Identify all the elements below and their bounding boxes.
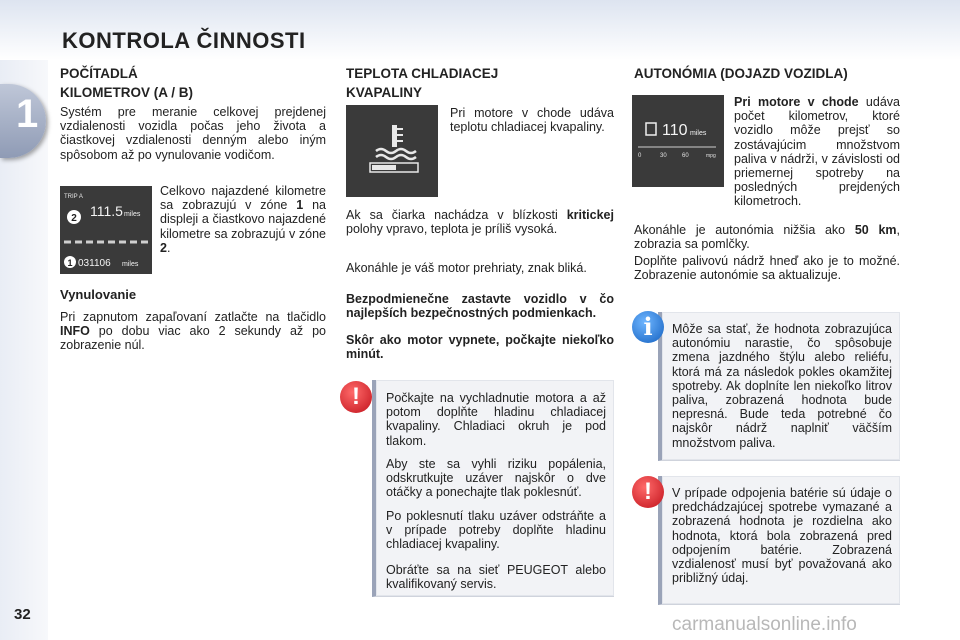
warning-icon: ! bbox=[340, 381, 372, 413]
odometer-display-graphic bbox=[60, 186, 152, 274]
range-tick-0: 0 bbox=[638, 153, 642, 159]
info-icon: i bbox=[632, 311, 664, 343]
odometer-heading-line2: KILOMETROV (A / B) bbox=[60, 85, 193, 100]
odometer-heading-line1: POČÍTADLÁ bbox=[60, 66, 138, 81]
range-intro-bold: Pri motore v chode bbox=[734, 95, 859, 109]
odometer-heading bbox=[60, 64, 193, 102]
odometer-intro: Systém pre meranie celkovej prejdenej vzdialenosti vozidla počas jeho života a čiastkovej vzdialenosti denným alebo iným spôsobom až po vynulovanie vodičom. bbox=[60, 105, 326, 162]
range-p1-bold: 50 km bbox=[854, 223, 897, 237]
zone-2-badge: 2 bbox=[71, 213, 77, 224]
odometer-desc-b: na displeji a čiastkovo najazdené kilometre sa zobrazujú v zóne bbox=[160, 198, 326, 241]
coolant-p1-b: polohy vpravo, teplota je príliš vysoká. bbox=[346, 222, 558, 237]
range-intro-rest: udáva počet kilometrov, ktoré vozidlo môže prejsť so zostávajúcim množstvom paliva v nádrži, v závislosti od priemernej spotreby na posledných prejdených kilometroch. bbox=[734, 95, 900, 209]
watermark: carmanualsonline.info bbox=[672, 614, 857, 635]
range-p2: Doplňte palivovú nádrž hneď ako je to možné. Zobrazenie autonómie sa aktualizuje. bbox=[634, 254, 900, 283]
coolant-p4: Skôr ako motor vypnete, počkajte niekoľko minút. bbox=[346, 333, 614, 362]
info-button-label: INFO bbox=[60, 324, 90, 339]
range-p1-a: Akonáhle je autonómia nižšia ako bbox=[634, 223, 846, 237]
range-info-text: Môže sa stať, že hodnota zobrazujúca autonómiu narastie, čo spôsobuje zmena jazdného štýlu alebo reliéfu, ktorá má za následok pokles okamžitej spotreby. Ak doplníte len niekoľko litrov paliva, zobrazená hodnota bude nepresná. Bude teda potrebné čo najskôr nádrž naplniť väčším množstvom paliva. bbox=[672, 322, 892, 450]
range-display-image bbox=[632, 95, 724, 187]
range-p1-b: , zobrazia sa pomlčky. bbox=[634, 223, 900, 252]
coolant-warning-p2: Aby ste sa vyhli riziku popálenia, odskrutkujte uzáver najskôr o dve otáčky a ponechajte tlak poklesnúť. bbox=[386, 457, 606, 500]
range-p1 bbox=[634, 223, 900, 251]
zone-2-ref: 2 bbox=[160, 240, 167, 255]
range-display-graphic bbox=[632, 95, 724, 187]
range-unit: miles bbox=[690, 130, 707, 137]
total-unit: miles bbox=[122, 261, 139, 268]
coolant-p2: Akonáhle je váš motor prehriaty, znak bliká. bbox=[346, 261, 587, 275]
warning-icon: ! bbox=[632, 476, 664, 508]
coolant-warning-p3: Po poklesnutí tlaku uzáver odstráňte a v prípade potreby doplňte hladinu chladiacej kvapaliny. bbox=[386, 509, 606, 552]
trip-unit: miles bbox=[124, 211, 141, 218]
coolant-warning-p1: Počkajte na vychladnutie motora a až potom doplňte hladinu chladiacej kvapaliny. Chladiaci okruh je pod tlakom. bbox=[386, 391, 606, 448]
chapter-number: 1 bbox=[16, 92, 39, 136]
coolant-heading-line1: TEPLOTA CHLADIACEJ bbox=[346, 66, 499, 81]
odometer-zones-text bbox=[160, 184, 326, 255]
reset-text-a: Pri zapnutom zapaľovaní zatlačte na tlačidlo bbox=[60, 310, 326, 324]
coolant-display-image bbox=[346, 105, 438, 197]
range-intro bbox=[734, 95, 900, 209]
coolant-temperature-icon bbox=[346, 105, 438, 197]
coolant-heading bbox=[346, 64, 498, 102]
odometer-desc-a: Celkovo najazdené kilometre sa zobrazujú v zóne bbox=[160, 184, 326, 213]
coolant-p3: Bezpodmienečne zastavte vozidlo v čo najlepších bezpečnostných podmienkach. bbox=[346, 292, 614, 321]
coolant-p1 bbox=[346, 208, 614, 236]
reset-text-b: po dobu viac ako 2 sekundy až po zobrazenie núl. bbox=[60, 324, 326, 353]
zone-1-badge: 1 bbox=[67, 258, 73, 268]
zone-1-ref: 1 bbox=[296, 198, 304, 213]
coolant-heading-line2: KVAPALINY bbox=[346, 85, 423, 100]
coolant-intro: Pri motore v chode udáva teplotu chladiacej kvapaliny. bbox=[450, 106, 614, 135]
range-tick-60: 60 bbox=[682, 153, 689, 159]
range-tick-30: 30 bbox=[660, 153, 667, 159]
coolant-warning-p4: Obráťte sa na sieť PEUGEOT alebo kvalifikovaný servis. bbox=[386, 563, 606, 592]
page-title: KONTROLA ČINNOSTI bbox=[62, 28, 306, 53]
page-number: 32 bbox=[14, 606, 31, 623]
range-unit-small: mpg bbox=[706, 153, 716, 159]
total-value: 031106 bbox=[78, 258, 111, 269]
reset-heading: Vynulovanie bbox=[60, 287, 137, 302]
trip-value: 111.5 bbox=[90, 203, 123, 219]
range-heading: AUTONÓMIA (DOJAZD VOZIDLA) bbox=[634, 66, 848, 81]
range-warning-text: V prípade odpojenia batérie sú údaje o predchádzajúcej spotrebe vymazané a zobrazená hodnota je rozdielna ako hodnota, ktorá bola zobrazená pred odpojením batérie. Zobrazená vzdialenosť musí byť považovaná ako približný údaj. bbox=[672, 486, 892, 586]
coolant-p1-bold: kritickej bbox=[566, 208, 614, 222]
odometer-desc-end: . bbox=[166, 240, 171, 255]
reset-text bbox=[60, 310, 326, 353]
coolant-p1-a: Ak sa čiarka nachádza v blízkosti bbox=[346, 208, 558, 222]
trip-label: TRIP A bbox=[64, 194, 83, 200]
odometer-display-image bbox=[60, 186, 152, 274]
range-value: 110 bbox=[662, 122, 688, 139]
